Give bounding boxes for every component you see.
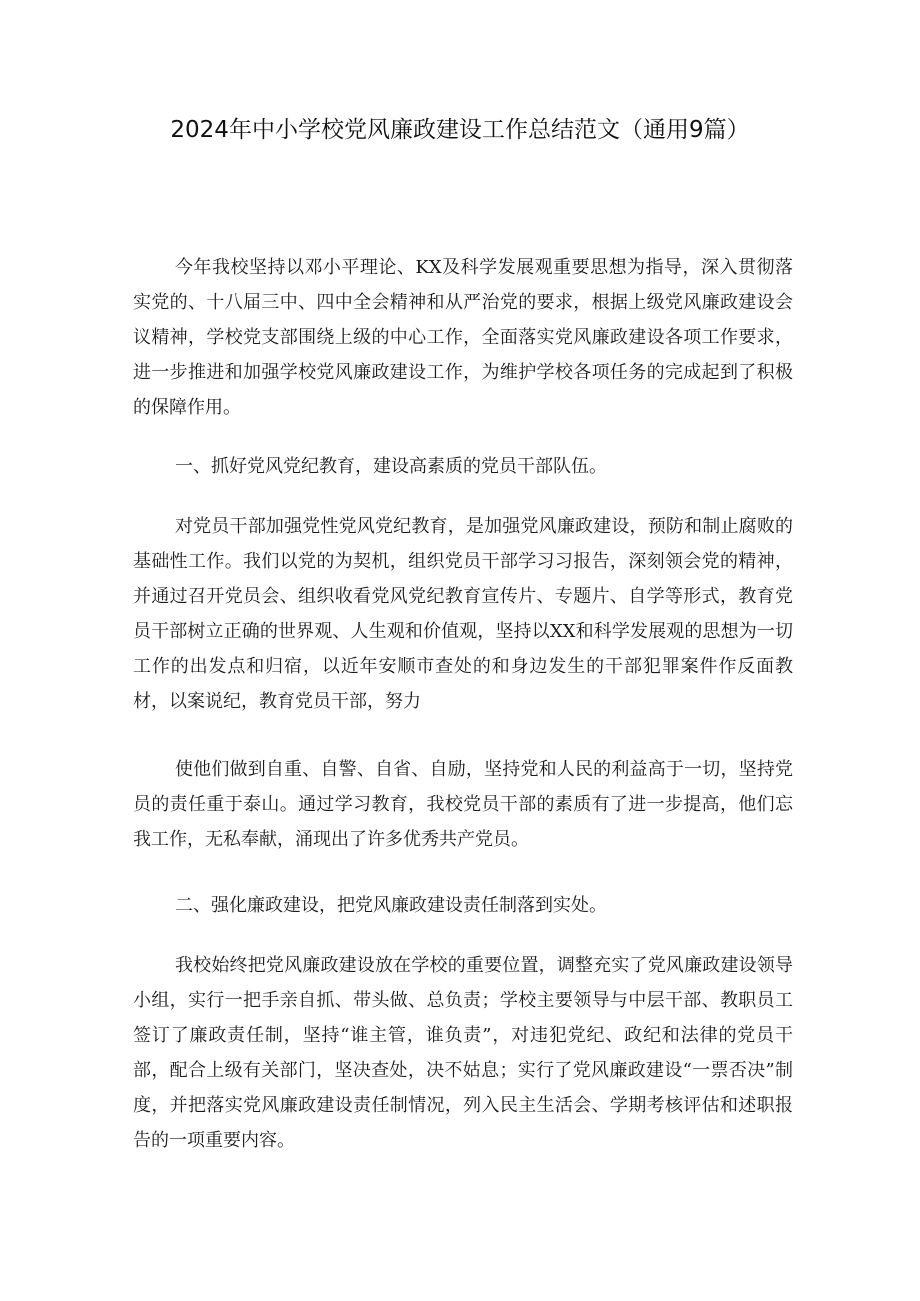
section-heading-2: 二、强化廉政建设，把党风廉政建设责任制落到实处。 — [175, 895, 607, 916]
document-title: 2024年中小学校党风廉政建设工作总结范文（通用9篇） — [170, 117, 750, 143]
section-heading-1: 一、抓好党风党纪教育，建设高素质的党员干部队伍。 — [175, 456, 607, 477]
paragraph-section-2: 我校始终把党风廉政建设放在学校的重要位置，调整充实了党风廉政建设领导小组，实行一把手亲自抓、带头做、总负责；学校主要领导与中层干部、教职员工签订了廉政责任制，坚持“谁主管，谁负责”，对违犯党纪、政纪和法律的党员干部，配合上级有关部门，坚决查处，决不姑息；实行了党风廉政建设“一票否决”制度，并把落实党风廉政建设责任制情况，列入民主生活会、学期考核评估和述职报告的一项重要内容。 — [133, 955, 793, 1151]
paragraph-intro: 今年我校坚持以邓小平理论、KX及科学发展观重要思想为指导，深入贯彻落实党的、十八届三中、四中全会精神和从严治党的要求，根据上级党风廉政建设会议精神，学校党支部围绕上级的中心工作，全面落实党风廉政建设各项工作要求，进一步推进和加强学校党风廉政建设工作，为维护学校各项任务的完成起到了积极的保障作用。 — [133, 257, 793, 418]
paragraph-section-1-b: 使他们做到自重、自警、自省、自励，坚持党和人民的利益高于一切，坚持党员的责任重于泰山。通过学习教育，我校党员干部的素质有了进一步提高，他们忘我工作，无私奉献，涌现出了许多优秀共产党员。 — [133, 759, 793, 850]
paragraph-section-1-a: 对党员干部加强党性党风党纪教育，是加强党风廉政建设，预防和制止腐败的基础性工作。我们以党的为契机，组织党员干部学习习报告，深刻领会党的精神，并通过召开党员会、组织收看党风党纪教育宣传片、专题片、自学等形式，教育党员干部树立正确的世界观、人生观和价值观，坚持以XX和科学发展观的思想为一切工作的出发点和归宿，以近年安顺市查处的和身边发生的干部犯罪案件作反面教材，以案说纪，教育党员干部，努力 — [133, 516, 793, 712]
